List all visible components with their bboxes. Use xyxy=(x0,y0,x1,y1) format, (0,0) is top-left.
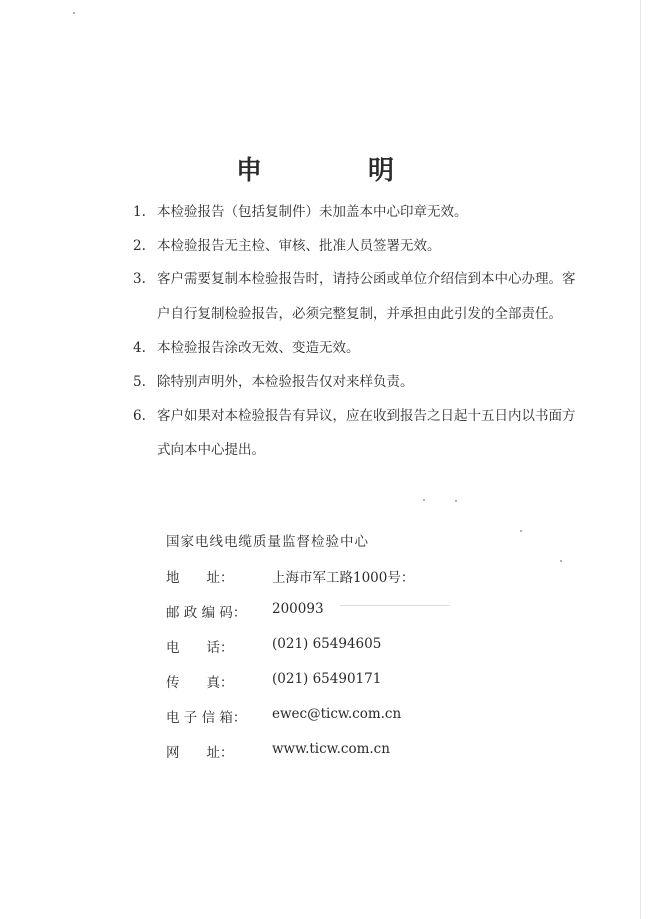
contact-value: 上海市军工路1000号： xyxy=(272,570,415,586)
contact-label: 地 址： xyxy=(166,570,234,586)
clause-number: 1. xyxy=(133,204,146,220)
contact-address xyxy=(166,566,415,586)
scan-speck xyxy=(73,12,75,14)
scan-speck xyxy=(455,500,457,502)
clause-text: 客户如果对本检验报告有异议，应在收到报告之日起十五日内以书面方 xyxy=(157,408,576,424)
clause-number: 6. xyxy=(133,408,146,424)
clause-1 xyxy=(133,203,468,221)
faint-stamp-mark xyxy=(340,605,450,606)
clause-6-continuation: 式向本中心提出。 xyxy=(157,442,265,458)
clause-text: 本检验报告（包括复制件）未加盖本中心印章无效。 xyxy=(157,204,468,220)
clause-3 xyxy=(133,270,576,288)
contact-label: 传 真： xyxy=(166,675,234,691)
contact-label: 电 话： xyxy=(166,640,234,656)
clause-number: 2. xyxy=(133,238,146,254)
contact-value: (021) 65490171 xyxy=(272,671,382,687)
contact-value: ewec@ticw.com.cn xyxy=(272,706,402,722)
contact-value: www.ticw.com.cn xyxy=(272,741,390,757)
contact-label: 邮 政 编 码： xyxy=(166,605,247,621)
clause-5 xyxy=(133,373,414,391)
page-edge xyxy=(640,0,641,919)
scan-speck xyxy=(520,530,522,532)
clause-3-continuation: 户自行复制检验报告，必须完整复制，并承担由此引发的全部责任。 xyxy=(157,306,562,322)
contact-fax xyxy=(166,671,382,691)
page-title: 申 明 xyxy=(235,156,434,186)
clause-number: 4. xyxy=(133,340,146,356)
contact-label: 电 子 信 箱： xyxy=(166,710,247,726)
clause-2 xyxy=(133,237,441,255)
clause-text: 除特别声明外，本检验报告仅对来样负责。 xyxy=(157,374,414,390)
clause-6 xyxy=(133,407,576,425)
organization-name: 国家电线电缆质量监督检验中心 xyxy=(166,534,369,550)
clause-number: 3. xyxy=(133,271,146,287)
scan-speck xyxy=(560,560,562,562)
clause-text: 本检验报告无主检、审核、批准人员签署无效。 xyxy=(157,238,441,254)
clause-number: 5. xyxy=(133,374,146,390)
contact-value: 200093 xyxy=(272,601,324,617)
contact-postcode xyxy=(166,601,324,621)
clause-4 xyxy=(133,339,360,357)
contact-email xyxy=(166,706,402,726)
clause-text: 客户需要复制本检验报告时，请持公函或单位介绍信到本中心办理。客 xyxy=(157,271,576,287)
scan-speck xyxy=(423,499,425,501)
contact-value: (021) 65494605 xyxy=(272,636,382,652)
clause-text: 本检验报告涂改无效、变造无效。 xyxy=(157,340,360,356)
contact-phone xyxy=(166,636,382,656)
contact-label: 网 址： xyxy=(166,745,234,761)
contact-website xyxy=(166,741,390,761)
